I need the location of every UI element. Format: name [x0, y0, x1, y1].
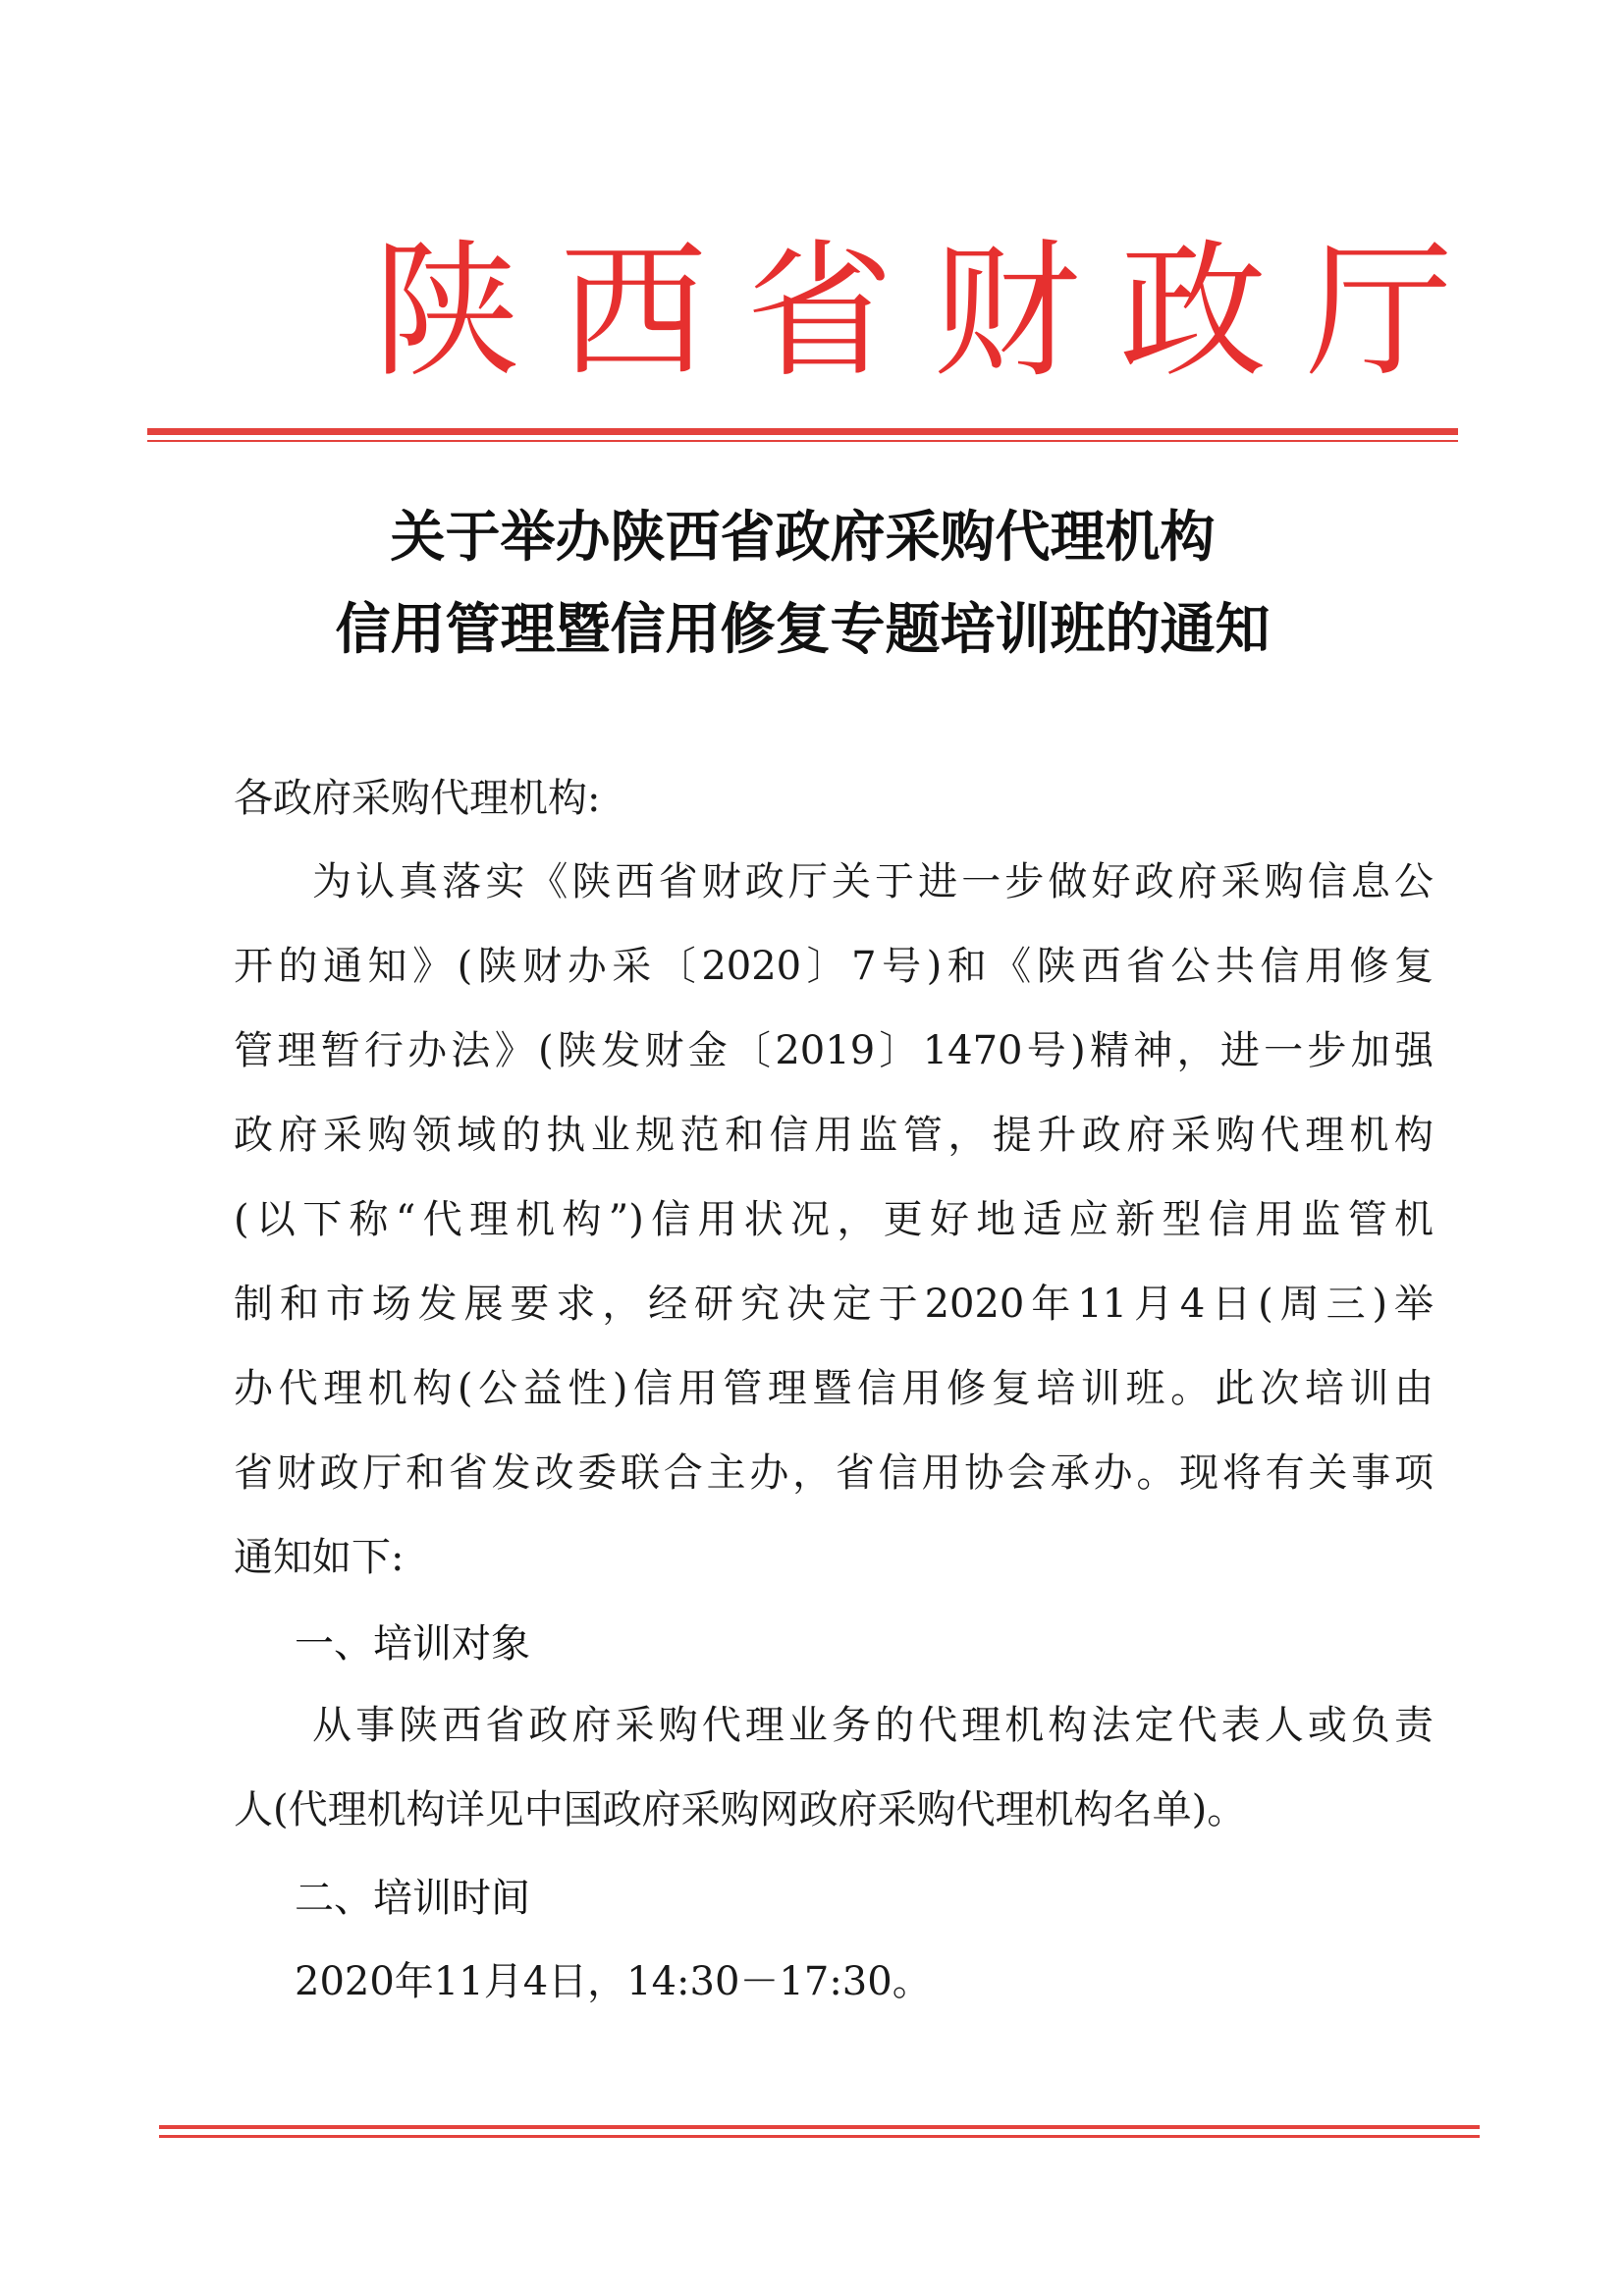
- paragraph-line: 政府采购领域的执业规范和信用监管，提升政府采购代理机构: [234, 1113, 1434, 1158]
- paragraph-line: 办代理机构(公益性)信用管理暨信用修复培训班。此次培训由: [234, 1366, 1434, 1411]
- footer-red-rule: [159, 2125, 1480, 2138]
- paragraph-line: 为认真落实《陕西省财政厅关于进一步做好政府采购信息公: [312, 859, 1434, 904]
- masthead-title: 陕西省财政厅: [373, 227, 1493, 398]
- paragraph-line: 开的通知》(陕财办采〔2020〕7号)和《陕西省公共信用修复: [234, 944, 1434, 989]
- paragraph-line: 人(代理机构详见中国政府采购网政府采购代理机构名单)。: [234, 1787, 1247, 1832]
- document-title-line-1: 关于举办陕西省政府采购代理机构: [390, 506, 1216, 570]
- paragraph-intro: [234, 840, 1434, 1600]
- paragraph-line: 制和市场发展要求，经研究决定于2020年11月4日(周三)举: [234, 1282, 1434, 1327]
- masthead: [147, 214, 1493, 410]
- paragraph-line: 省财政厅和省发改委联合主办，省信用协会承办。现将有关事项: [234, 1450, 1434, 1496]
- section-heading-training-targets: 一、培训对象: [295, 1621, 530, 1667]
- training-time-value: 2020年11月4日，14:30－17:30。: [295, 1959, 932, 2004]
- red-rule-thin: [147, 440, 1458, 442]
- red-rule-thick: [147, 428, 1458, 435]
- paragraph-line: (以下称“代理机构”)信用状况，更好地适应新型信用监管机: [234, 1197, 1434, 1242]
- paragraph-line: 管理暂行办法》(陕发财金〔2019〕1470号)精神，进一步加强: [234, 1028, 1434, 1073]
- document-title-line-2: 信用管理暨信用修复专题培训班的通知: [335, 598, 1271, 662]
- red-rule-thin: [159, 2135, 1480, 2138]
- salutation: 各政府采购代理机构:: [234, 776, 601, 821]
- masthead-red-rule: [147, 428, 1458, 442]
- red-rule-thick: [159, 2125, 1480, 2129]
- paragraph-training-targets: [234, 1683, 1434, 1852]
- paragraph-line: 通知如下:: [234, 1535, 405, 1580]
- section-heading-training-time: 二、培训时间: [295, 1876, 530, 1921]
- paragraph-line: 从事陕西省政府采购代理业务的代理机构法定代表人或负责: [312, 1703, 1434, 1748]
